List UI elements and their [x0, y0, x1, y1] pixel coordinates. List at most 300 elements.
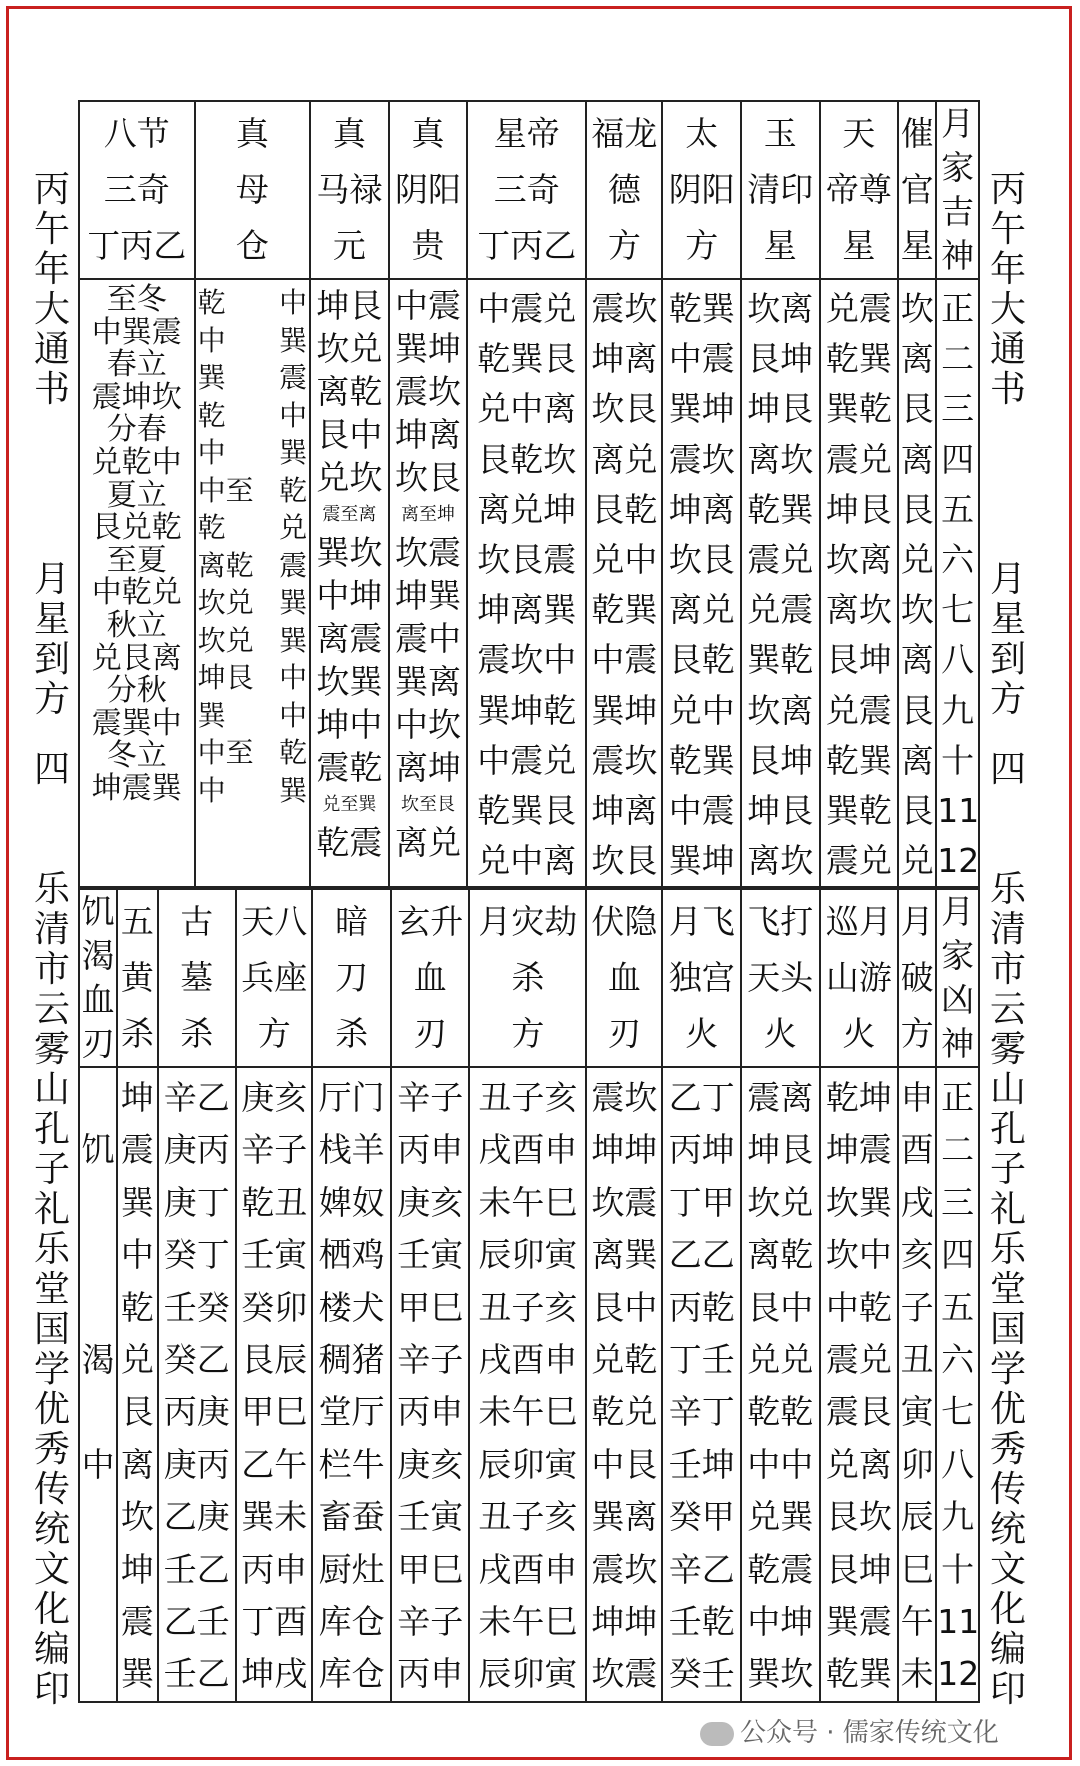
yuepo-column-cell: 巳 [900, 1549, 934, 1589]
zhenmucang-right: 乾 [279, 473, 308, 507]
zhenyinyang-column-cell: 坎震 [394, 533, 461, 572]
jieqi-cell: 中巽震 [91, 314, 182, 350]
xuansheng-column-cell: 壬寅 [397, 1497, 464, 1537]
jike-column-cell: 饥 [81, 1130, 115, 1170]
ill-header-line: 黄 [120, 958, 154, 997]
side-sub-char: 星 [33, 599, 70, 640]
gumu-column-cell: 乙壬 [163, 1602, 230, 1642]
zhenmalu-column-cell: 坤艮 [316, 286, 383, 325]
fuyin-column-cell: 坤坤 [591, 1602, 658, 1642]
ill-header [117, 889, 157, 1067]
tiandi-column-cell: 兑震 [825, 289, 892, 328]
lucky-stars-table [78, 100, 980, 888]
yuqing-column-cell: 震兑 [747, 540, 814, 580]
side-title-char: 通 [33, 329, 70, 370]
side-credit-char: 编 [989, 1629, 1026, 1670]
ill-header-line: 血 [413, 958, 447, 997]
zhenmucang-left: 坎兑 [197, 586, 254, 619]
ill-header-line: 渴 [81, 936, 115, 975]
gumu-column-cell: 辛乙 [163, 1078, 230, 1117]
lucky-header [898, 101, 936, 279]
tianbing-column-cell: 癸卯 [241, 1287, 308, 1327]
ill-header-line: 玄升 [397, 902, 464, 941]
yuqing-column-cell: 坎离 [747, 289, 814, 328]
zhenmucang-right: 巽 [279, 773, 308, 807]
zhenmucang-left: 离乾 [197, 548, 254, 582]
jike-column-cell [80, 1229, 116, 1281]
yuezai-column-cell: 未午巳 [478, 1392, 578, 1432]
tiandi-column-cell: 巽乾 [825, 791, 892, 831]
zhenmucang-left: 巽 [197, 361, 226, 394]
zhenmucang-left: 乾 [197, 511, 226, 544]
zhenmucang-left: 中 [197, 323, 226, 357]
lucky-header [389, 101, 468, 279]
ill-header-line: 杀 [511, 958, 545, 997]
ill-month-column-cell: 四 [941, 1235, 975, 1275]
lucky-header-line: 贵 [411, 226, 445, 265]
yuefei-column-cell: 辛乙 [668, 1549, 735, 1589]
zhenmalu-column-cell: 坤中 [316, 705, 383, 744]
lucky-header-line: 星帝 [493, 114, 560, 153]
yuepo-column-cell: 丑 [900, 1340, 934, 1380]
zhenmalu-column-cell: 震乾 [316, 748, 383, 787]
yuefei-column-cell: 癸壬 [668, 1654, 735, 1694]
cuiguan-column [898, 279, 936, 887]
ill-month-column [936, 1067, 979, 1702]
side-sub-char: 到 [33, 639, 70, 680]
gumu-column-cell: 癸乙 [163, 1340, 230, 1380]
zhenmucang-right: 巽 [279, 436, 308, 469]
ill-month-column-cell: 十 [941, 1549, 975, 1589]
lucky-header-line: 月 [941, 104, 975, 143]
side-title-char: 丙 [989, 169, 1026, 210]
side-title-char: 年 [33, 249, 70, 290]
zhenmucang-right: 中 [279, 398, 308, 432]
ill-header-line: 五 [120, 902, 154, 941]
zhenmucang-row [196, 547, 310, 585]
tiandi-column-cell: 兑震 [825, 690, 892, 730]
wuhuang-column-cell: 中 [120, 1235, 154, 1275]
side-credit-char: 统 [33, 1509, 70, 1550]
ill-header-line: 神 [941, 1024, 975, 1063]
ill-header-line: 凶 [941, 980, 975, 1019]
yuepo-column-cell: 戌 [900, 1182, 934, 1222]
side-title-char: 丙 [33, 169, 70, 210]
wechat-icon [700, 1722, 734, 1746]
zhenmucang-left: 中至 [197, 736, 254, 769]
lucky-header-line: 福龙 [591, 114, 658, 153]
zhenmucang-row [196, 772, 310, 810]
side-credit-char: 优 [989, 1389, 1026, 1430]
fulong-column-cell: 艮乾 [591, 489, 658, 529]
andao-column-cell: 厨灶 [318, 1549, 385, 1589]
side-credit-char: 山 [33, 1069, 70, 1110]
lucky-header-line: 玉 [763, 114, 797, 153]
lucky-header-line: 仓 [235, 226, 269, 265]
ill-month-column-cell: 三 [941, 1182, 975, 1222]
jieqi-cell: 春立 [106, 347, 167, 383]
side-credit-char: 化 [989, 1589, 1026, 1630]
ill-header [741, 889, 820, 1067]
lucky-month-column-cell: 三 [941, 389, 975, 429]
side-sub-char: 月 [33, 559, 70, 600]
ill-header-line: 飞打 [747, 902, 814, 941]
fulong-column-cell: 兑中 [591, 540, 658, 580]
side-title-char: 大 [33, 289, 70, 330]
zhenmucang-right: 兑 [279, 511, 308, 544]
lucky-header-line: 阴阳 [668, 170, 735, 209]
wechat-watermark [700, 1712, 999, 1749]
tiandi-column-cell: 乾巽 [825, 740, 892, 780]
yuefei-column-cell: 癸甲 [668, 1497, 735, 1537]
andao-column-cell: 库仓 [318, 1602, 385, 1642]
gumu-column-cell: 庚丙 [163, 1444, 230, 1484]
cuiguan-column-cell: 艮 [900, 389, 934, 429]
yuefei-column-cell: 辛丁 [668, 1392, 735, 1432]
ill-header-line: 月飞 [668, 902, 735, 941]
lucky-month-column-cell: 十 [941, 740, 975, 780]
lucky-header-line: 三奇 [103, 170, 170, 209]
lucky-month-column-cell: 七 [941, 590, 975, 630]
jieqi-cell: 震巽中 [91, 705, 182, 741]
lucky-header [586, 101, 662, 279]
lucky-header-line: 丁丙乙 [87, 226, 187, 265]
ill-header [158, 889, 237, 1067]
xunyue-column-cell: 震艮 [825, 1392, 892, 1432]
wuhuang-column-cell: 艮 [120, 1392, 154, 1432]
yuefei-column [662, 1067, 741, 1702]
tianbing-column [236, 1067, 312, 1702]
lucky-header-line: 清印 [747, 170, 814, 209]
side-credit-char: 子 [989, 1149, 1026, 1190]
zhenmucang-row [196, 322, 310, 360]
cuiguan-column-cell: 离 [900, 439, 934, 479]
xuansheng-column-cell: 壬寅 [397, 1235, 464, 1275]
taiyin-column-cell: 坤离 [668, 489, 735, 529]
wuhuang-column-cell: 坤 [120, 1549, 154, 1589]
jieqi-cell: 震坤坎 [91, 379, 182, 415]
yuezai-column-cell: 戌酉申 [478, 1549, 578, 1589]
xuansheng-column-cell: 丙申 [397, 1392, 464, 1432]
side-credit-char: 编 [33, 1629, 70, 1670]
zhenyinyang-column-cell: 巽坤 [394, 329, 461, 368]
side-credit-char: 秀 [989, 1429, 1026, 1470]
cuiguan-column-cell: 离 [900, 640, 934, 680]
yuepo-column-cell: 亥 [900, 1235, 934, 1275]
yuezai-column-cell: 戌酉申 [478, 1130, 578, 1170]
side-title-char: 书 [33, 369, 70, 410]
xunyue-column-cell: 艮坎 [825, 1497, 892, 1537]
tiandi-column-cell: 离坎 [825, 590, 892, 630]
ill-header-line: 杀 [335, 1014, 369, 1053]
ill-header-line: 刃 [413, 1014, 447, 1053]
lucky-header-line: 真 [411, 114, 445, 153]
ill-header-line: 伏隐 [591, 902, 658, 941]
side-credit-char: 子 [33, 1149, 70, 1190]
ill-header-line: 兵座 [241, 958, 308, 997]
xuansheng-column-cell: 甲巳 [397, 1549, 464, 1589]
yuefei-column-cell: 丙坤 [668, 1130, 735, 1170]
fulong-column-cell: 坤离 [591, 339, 658, 379]
zhenmalu-column [310, 279, 389, 887]
ill-header-line: 古 [180, 902, 214, 941]
andao-column-cell: 栖鸡 [318, 1235, 385, 1275]
xingdi-column-cell: 兑中离 [477, 841, 577, 881]
ill-header [936, 889, 979, 1067]
side-credit-char: 雾 [33, 1029, 70, 1070]
gumu-column-cell: 庚丙 [163, 1130, 230, 1170]
taiyin-column-cell: 震坎 [668, 439, 735, 479]
lucky-month-column [936, 279, 979, 887]
ill-header-line: 破 [900, 958, 934, 997]
xuansheng-column-cell: 辛子 [397, 1078, 464, 1117]
zhenyinyang-column-cell: 离兑 [394, 823, 461, 862]
jike-column-cell [80, 1544, 116, 1596]
xunyue-column-cell: 巽震 [825, 1602, 892, 1642]
xingdi-column-cell: 巽坤乾 [477, 690, 577, 730]
zhenmucang-row [196, 584, 310, 622]
andao-column-cell: 库仓 [318, 1654, 385, 1694]
feida-column-cell: 中中 [747, 1444, 814, 1484]
ill-header [898, 889, 936, 1067]
fuyin-column-cell: 兑乾 [591, 1340, 658, 1380]
feida-column-cell: 巽坎 [747, 1654, 814, 1694]
wuhuang-column-cell: 乾 [120, 1287, 154, 1327]
tianbing-column-cell: 乾丑 [241, 1182, 308, 1222]
zhenmucang-left: 中至 [197, 473, 254, 507]
ill-month-column-cell: 五 [941, 1287, 975, 1327]
ill-header-row [79, 889, 979, 1067]
yuezai-column-cell: 丑子亥 [478, 1078, 578, 1117]
yuefei-column-cell: 丙乾 [668, 1287, 735, 1327]
zhenyinyang-column-cell: 坎艮 [394, 458, 461, 497]
feida-column-cell: 震离 [747, 1078, 814, 1117]
xingdi-column-cell: 震坎中 [477, 640, 577, 680]
yuqing-column-cell: 兑震 [747, 590, 814, 630]
fulong-column-cell: 乾巽 [591, 590, 658, 630]
yuefei-column-cell: 乙乙 [668, 1235, 735, 1275]
xingdi-column-cell: 乾巽艮 [477, 791, 577, 831]
zhenmucang-row [196, 397, 310, 435]
tianbing-column-cell: 丁酉 [241, 1602, 308, 1642]
zhenmucang-left: 中 [197, 773, 226, 807]
wuhuang-column-cell: 震 [120, 1602, 154, 1642]
lucky-header-line: 太 [685, 114, 719, 153]
xingdi-column-cell: 艮乾坎 [477, 439, 577, 479]
ill-header-line: 山游 [825, 958, 892, 997]
xunyue-column-cell: 中乾 [825, 1287, 892, 1327]
jieqi-cell: 分春 [106, 412, 167, 448]
side-credit-char: 学 [989, 1349, 1026, 1390]
jike-column-cell [80, 1648, 116, 1700]
jike-column-cell [80, 1491, 116, 1543]
xunyue-column-cell: 坤震 [825, 1130, 892, 1170]
jieqi-cell: 夏立 [106, 477, 167, 513]
fulong-column-cell: 坎艮 [591, 389, 658, 429]
lucky-month-column-cell: 正 [941, 289, 975, 328]
tianbing-column-cell: 巽未 [241, 1497, 308, 1537]
lucky-header [79, 101, 195, 279]
andao-column-cell: 楼犬 [318, 1287, 385, 1327]
lucky-header-line: 星 [900, 226, 934, 265]
zhenmucang-row [196, 734, 310, 772]
yuepo-column-cell: 卯 [900, 1444, 934, 1484]
zhenmucang-row [196, 284, 310, 322]
zhenmucang-row [196, 509, 310, 547]
jike-column [79, 1067, 117, 1702]
feida-column-cell: 坤艮 [747, 1130, 814, 1170]
taiyin-column-cell: 乾巽 [668, 289, 735, 328]
xingdi-column-cell: 坤离巽 [477, 590, 577, 630]
side-credit-char: 孔 [33, 1109, 70, 1150]
yuezai-column-cell: 未午巳 [478, 1602, 578, 1642]
side-credit-char: 国 [33, 1309, 70, 1350]
lucky-header [662, 101, 741, 279]
yuepo-column-cell: 未 [900, 1654, 934, 1694]
fuyin-column-cell: 离巽 [591, 1235, 658, 1275]
yuepo-column [898, 1067, 936, 1702]
yuepo-column-cell: 子 [900, 1287, 934, 1327]
tiandi-column-cell: 坎离 [825, 540, 892, 580]
side-title-char: 午 [33, 209, 70, 250]
ill-header-line: 家 [941, 936, 975, 975]
taiyin-column-cell: 巽坤 [668, 841, 735, 881]
taiyin-column-cell: 坎艮 [668, 540, 735, 580]
fuyin-column-cell: 坤坤 [591, 1130, 658, 1170]
tiandi-column-cell: 乾巽 [825, 339, 892, 379]
xunyue-column-cell: 兑离 [825, 1444, 892, 1484]
ill-stars-table [78, 888, 980, 1703]
tiandi-column [820, 279, 899, 887]
side-sub-char: 到 [989, 639, 1026, 680]
gumu-column-cell: 壬乙 [163, 1549, 230, 1589]
side-credit-char: 礼 [989, 1189, 1026, 1230]
fuyin-column [586, 1067, 662, 1702]
feida-column-cell: 兑兑 [747, 1340, 814, 1380]
side-credit-char: 传 [33, 1469, 70, 1510]
lucky-month-column-cell: 12 [937, 841, 980, 881]
zhenmucang-right: 巽 [279, 323, 308, 357]
zhenmalu-column-cell: 艮中 [316, 415, 383, 454]
lucky-header-line: 家 [941, 148, 975, 187]
andao-column-cell: 畜蚕 [318, 1497, 385, 1537]
ill-header-line: 天八 [241, 902, 308, 941]
cuiguan-column-cell: 艮 [900, 489, 934, 529]
yuepo-column-cell: 辰 [900, 1497, 934, 1537]
lucky-header-line: 星 [842, 226, 876, 265]
xingdi-column-cell: 坎艮震 [477, 540, 577, 580]
lucky-header-line: 方 [607, 226, 641, 265]
zhenyinyang-column-cell: 坎至艮 [400, 794, 455, 815]
ill-header-line: 血 [81, 980, 115, 1019]
xunyue-column-cell: 震兑 [825, 1340, 892, 1380]
side-credit-char: 雾 [989, 1029, 1026, 1070]
zhenyinyang-column-cell: 坤巽 [394, 576, 461, 615]
lucky-header-line: 星 [763, 226, 797, 265]
yuefei-column-cell: 壬坤 [668, 1444, 735, 1484]
yuezai-column-cell: 戌酉申 [478, 1340, 578, 1380]
ill-header-line: 刀 [335, 958, 369, 997]
zhenyinyang-column-cell: 震坎 [394, 372, 461, 411]
side-sub-char: 星 [989, 599, 1026, 640]
zhenyinyang-column-cell: 巽离 [394, 662, 461, 701]
side-credit-char: 统 [989, 1509, 1026, 1550]
side-credit-char: 市 [989, 949, 1026, 990]
wuhuang-column [117, 1067, 157, 1702]
gumu-column-cell: 癸丁 [163, 1235, 230, 1275]
lucky-header [310, 101, 389, 279]
feida-column-cell: 乾乾 [747, 1392, 814, 1432]
jieqi-column [79, 279, 195, 887]
cuiguan-column-cell: 坎 [900, 289, 934, 328]
zhenmalu-column-cell: 乾震 [316, 823, 383, 862]
zhenmucang-right: 乾 [279, 736, 308, 769]
tianbing-column-cell: 庚亥 [241, 1078, 308, 1117]
yuepo-column-cell: 寅 [900, 1392, 934, 1432]
yuezai-column-cell: 辰卯寅 [478, 1654, 578, 1694]
ill-header-line: 火 [842, 1014, 876, 1053]
watermark-text: 公众号 · 儒家传统文化 [740, 1718, 999, 1748]
ill-month-column-cell: 正 [941, 1078, 975, 1117]
yuqing-column-cell: 乾巽 [747, 489, 814, 529]
zhenyinyang-column [389, 279, 468, 887]
yuqing-column-cell: 艮坤 [747, 740, 814, 780]
side-credit-char: 礼 [33, 1189, 70, 1230]
ill-header-line: 方 [511, 1014, 545, 1053]
ill-header-line: 刃 [607, 1014, 641, 1053]
side-credit-char: 乐 [33, 1229, 70, 1270]
zhenmucang-row [196, 659, 310, 697]
andao-column-cell: 栏牛 [318, 1444, 385, 1484]
ill-header [236, 889, 312, 1067]
xunyue-column-cell: 艮坤 [825, 1549, 892, 1589]
jike-column-cell: 中 [81, 1444, 115, 1484]
side-credit-char: 清 [33, 909, 70, 950]
zhenmalu-column-cell: 坎兑 [316, 329, 383, 368]
xingdi-column-cell: 中震兑 [477, 740, 577, 780]
zhenyinyang-column-cell: 离至坤 [400, 504, 455, 525]
ill-month-column-cell: 11 [937, 1602, 980, 1642]
lucky-header-row [79, 101, 979, 279]
lucky-header-line: 八节 [103, 114, 170, 153]
wuhuang-column-cell: 离 [120, 1444, 154, 1484]
side-credit-char: 乐 [989, 1229, 1026, 1270]
jieqi-cell: 坤震巽 [91, 770, 182, 806]
side-sub-char: 方 [989, 679, 1026, 720]
cuiguan-column-cell: 艮 [900, 791, 934, 831]
cuiguan-column-cell: 兑 [900, 540, 934, 580]
lucky-header-line: 吉 [941, 192, 975, 231]
zhenyinyang-column-cell: 震中 [394, 619, 461, 658]
zhenmalu-column-cell: 巽坎 [316, 533, 383, 572]
side-title-char: 年 [989, 249, 1026, 290]
andao-column [312, 1067, 391, 1702]
cuiguan-column-cell: 艮 [900, 690, 934, 730]
ill-body-row [79, 1067, 979, 1702]
zhenmucang-left: 巽 [197, 698, 226, 732]
taiyin-column-cell: 兑中 [668, 690, 735, 730]
ill-header [820, 889, 899, 1067]
lucky-month-column-cell: 九 [941, 690, 975, 730]
zhenmucang-row [196, 622, 310, 660]
zhenmucang-row [196, 434, 310, 472]
zhenyinyang-column-cell: 坤离 [394, 415, 461, 454]
zhenmucang-left: 中 [197, 436, 226, 469]
zhenmalu-column-cell: 震至离 [322, 504, 377, 525]
tiandi-column-cell: 巽乾 [825, 389, 892, 429]
ill-month-column-cell: 二 [941, 1130, 975, 1170]
jieqi-cell: 分秋 [106, 673, 167, 709]
